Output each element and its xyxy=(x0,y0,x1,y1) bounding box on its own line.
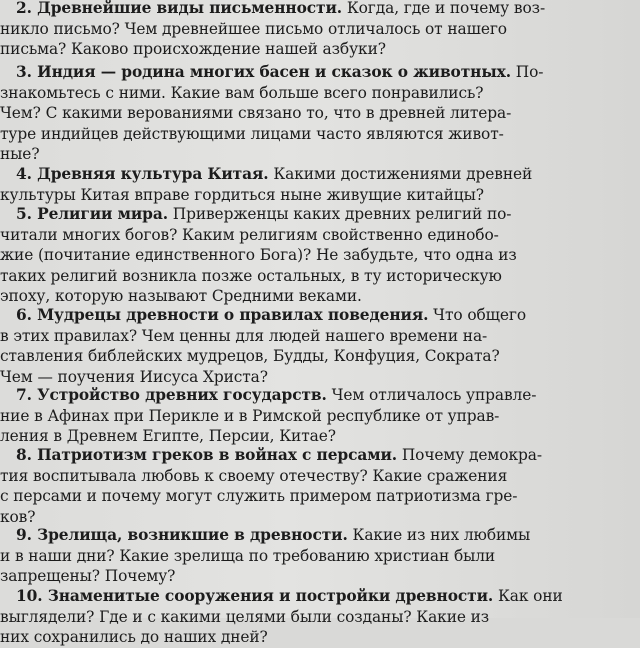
question-10: 10. Знаменитые сооружения и постройки древности. Как они выглядели? Где и с какими целями были созданы? Какие из них сохранились до наших дней? xyxy=(0,587,563,647)
question-6: 6. Мудрецы древности о правилах поведения. Что общего в этих правилах? Чем ценны для людей нашего времени на- ставления библейских мудрецов, Будды, Конфуция, Сократа? Чем — поучения Иисуса Христа? xyxy=(0,306,527,386)
question-2-title: 2. Древнейшие виды письменности. xyxy=(16,0,343,17)
question-4: 4. Древняя культура Китая. Какими достижениями древней культуры Китая вправе гордиться ныне живущие китайцы? xyxy=(0,165,533,204)
question-5: 5. Религии мира. Приверженцы каких древних религий по- читали многих богов? Каким религиям свойственно единобо- жие (почитание единственного Бога)? Не забудьте, что одна из таких религий возникла позже остальных, в ту историческую эпоху, которую называют Средними веками. xyxy=(0,205,517,306)
question-3: 3. Индия — родина многих басен и сказок о животных. По- знакомьтесь с ними. Какие вам больше всего понравились? Чем? С какими верованиями связано то, что в древней литера- туре индийцев действующими лицами часто являются живот- ные? xyxy=(0,63,544,164)
question-9-title: 9. Зрелища, возникшие в древности. xyxy=(16,526,348,544)
question-3-title: 3. Индия — родина многих басен и сказок о животных. xyxy=(16,63,511,81)
question-10-title: 10. Знаменитые сооружения и постройки древности. xyxy=(16,587,494,605)
question-9: 9. Зрелища, возникшие в древности. Какие из них любимы и в наши дни? Какие зрелища по требованию христиан были запрещены? Почему? xyxy=(0,526,531,586)
question-7: 7. Устройство древних государств. Чем отличалось управле- ние в Афинах при Перикле и в Римской республике от управ- ления в Древнем Египте, Персии, Китае? xyxy=(0,386,537,446)
question-5-title: 5. Религии мира. xyxy=(16,205,168,223)
question-6-title: 6. Мудрецы древности о правилах поведения. xyxy=(16,306,429,324)
question-2: 2. Древнейшие виды письменности. Когда, где и почему воз- никло письмо? Чем древнейшее письмо отличалось от нашего письма? Каково происхождение нашей азбуки? xyxy=(0,0,546,59)
question-4-title: 4. Древняя культура Китая. xyxy=(16,165,269,183)
question-7-title: 7. Устройство древних государств. xyxy=(16,386,327,404)
question-8: 8. Патриотизм греков в войнах с персами. Почему демокра- тия воспитывала любовь к своему отечеству? Какие сражения с персами и почему могут служить примером патриотизма гре- ков? xyxy=(0,446,542,526)
question-8-title: 8. Патриотизм греков в войнах с персами. xyxy=(16,446,398,464)
